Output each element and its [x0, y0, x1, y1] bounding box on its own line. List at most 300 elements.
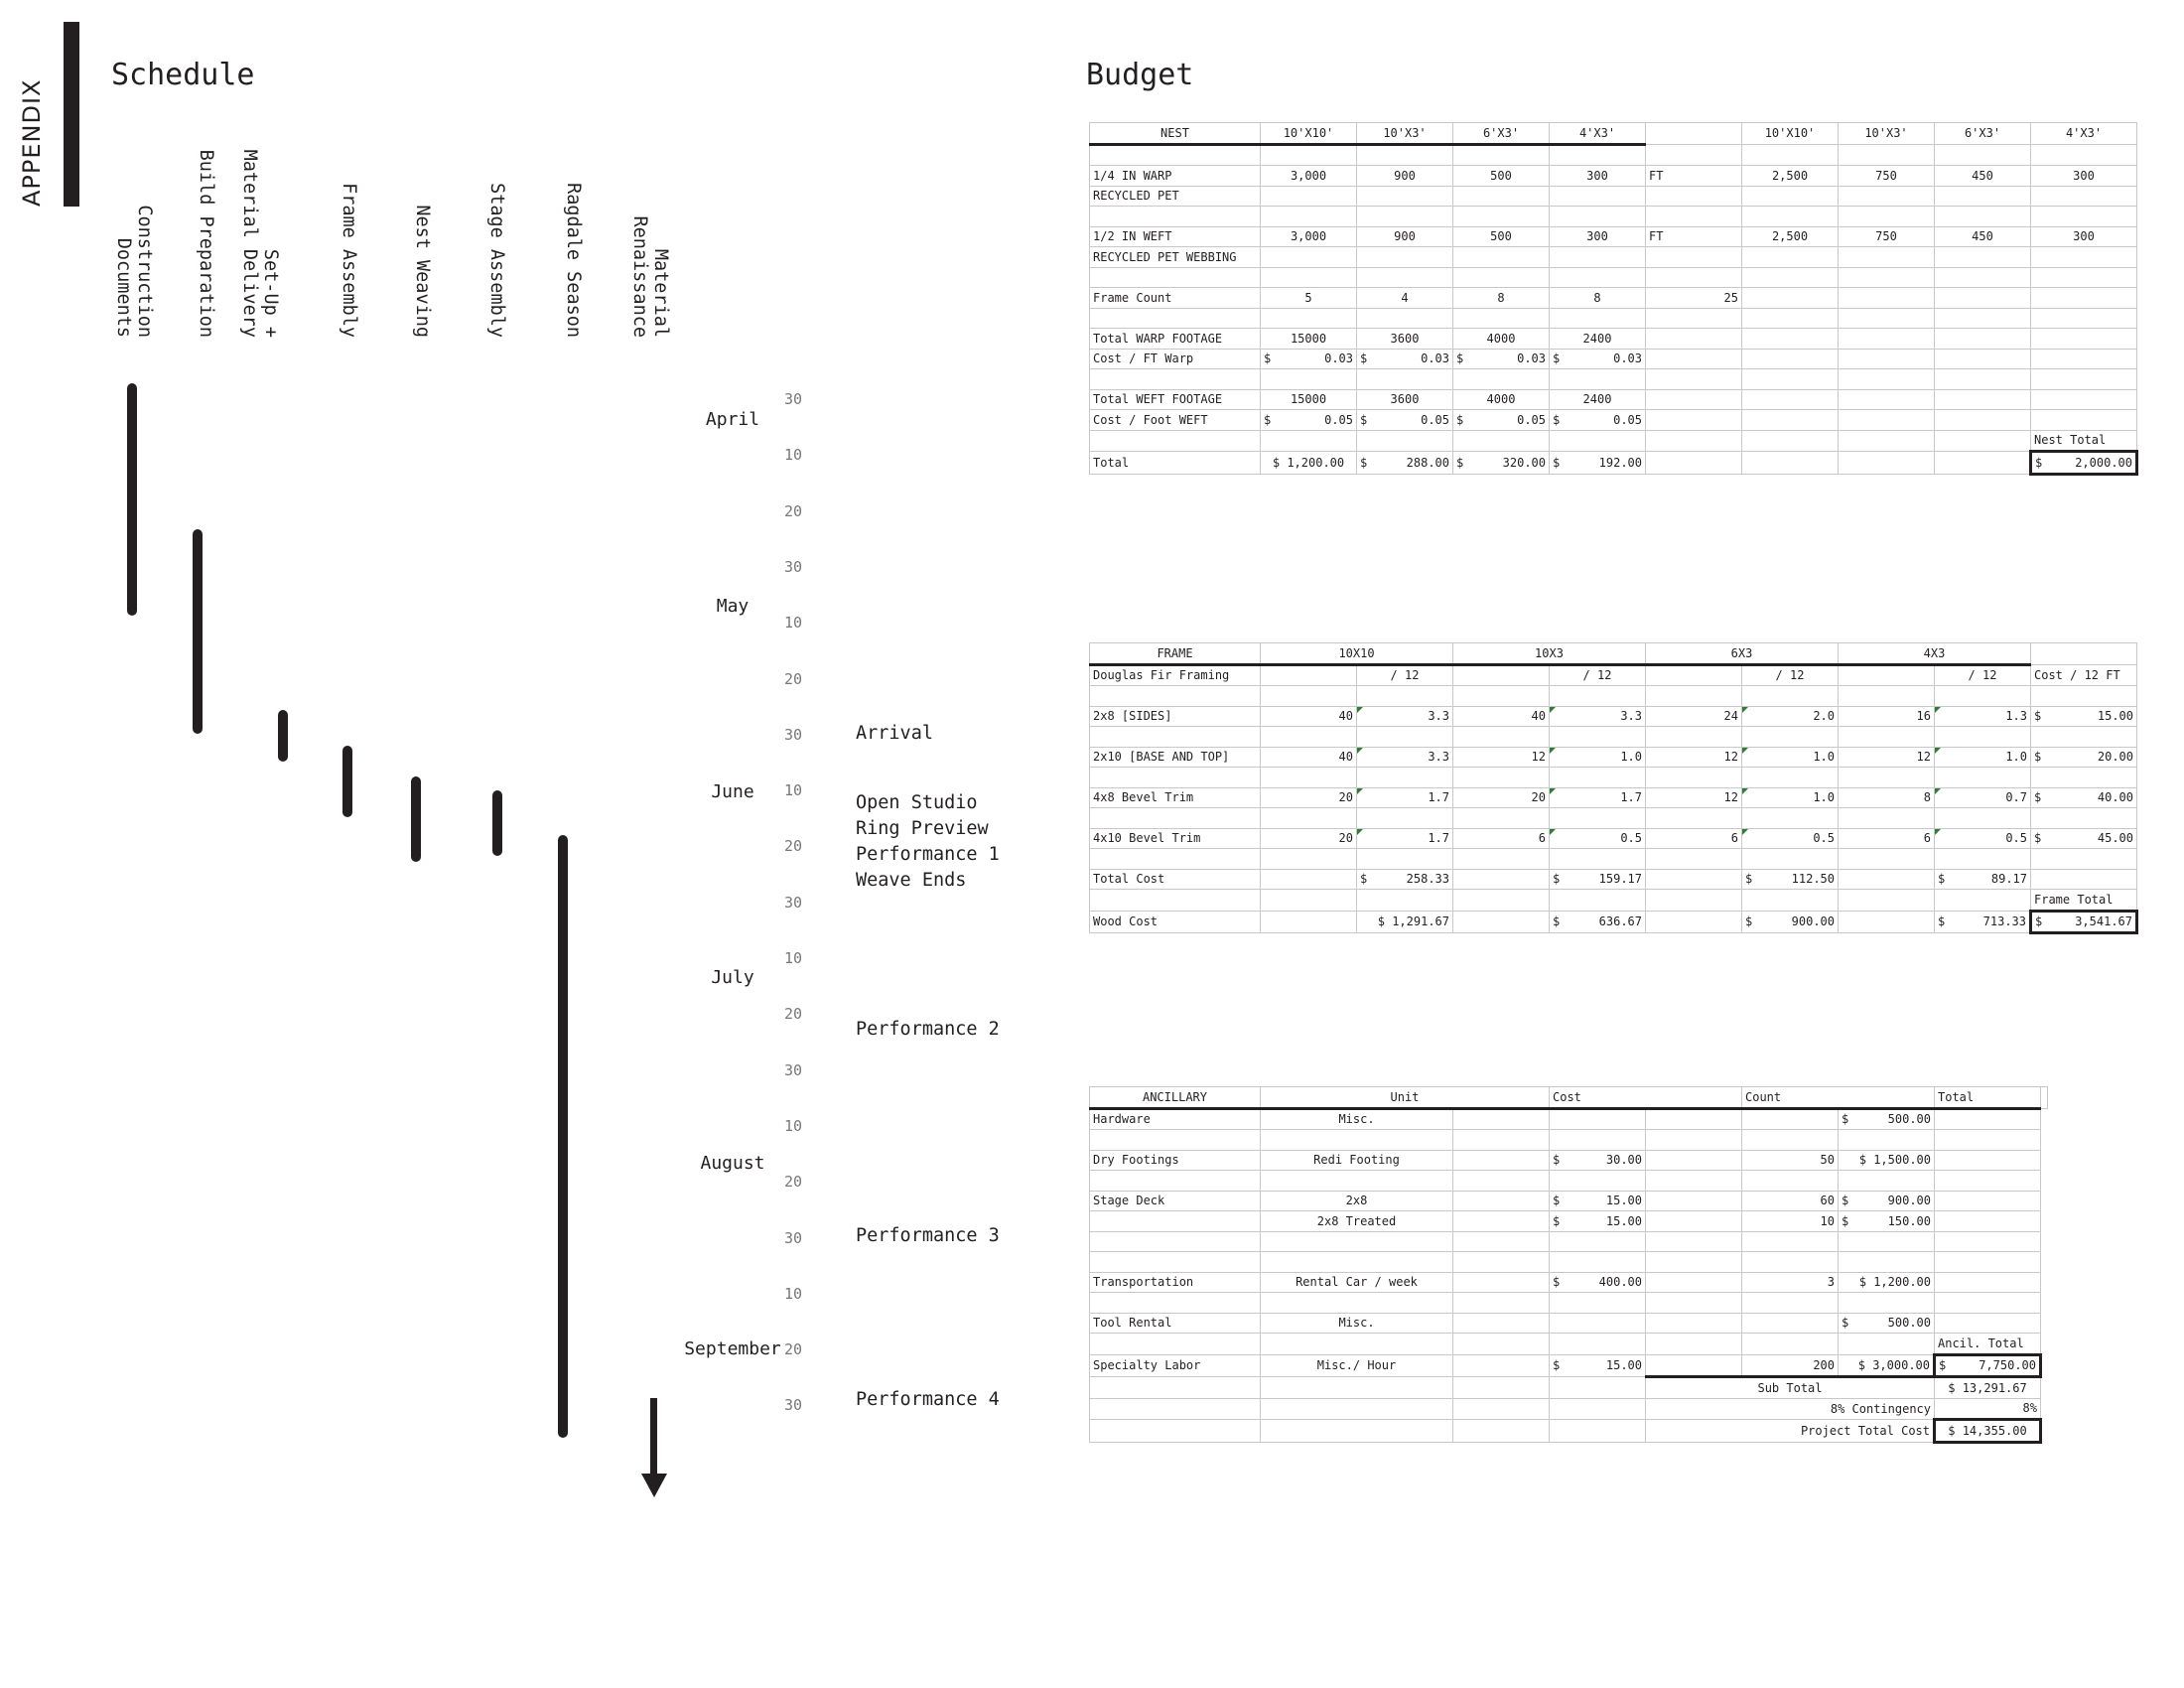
ancillary-cell	[1453, 1398, 1550, 1420]
frame-cell	[1646, 869, 1742, 890]
nest-cell: 750	[1839, 166, 1935, 187]
nest-cell	[1839, 329, 1935, 350]
nest-cell	[1550, 267, 1646, 288]
ancillary-cell: $ 150.00	[1839, 1211, 1935, 1232]
frame-cell: Douglas Fir Framing	[1090, 664, 1261, 686]
nest-cell	[1090, 430, 1261, 452]
month-label: September	[684, 1338, 781, 1359]
frame-cell	[1453, 890, 1550, 912]
frame-cell	[1453, 869, 1550, 890]
ancillary-cell	[1935, 1211, 2041, 1232]
nest-cell	[1646, 207, 1742, 227]
ancillary-cell	[1646, 1108, 1742, 1130]
day-tick: 30	[784, 390, 803, 408]
nest-cell	[1550, 308, 1646, 329]
day-tick: 10	[784, 446, 803, 465]
nest-cell: 8	[1550, 288, 1646, 309]
table-row	[1090, 1231, 2048, 1252]
ancillary-cell: $ 3,000.00	[1839, 1354, 1935, 1377]
ancillary-cell	[1261, 1377, 1453, 1399]
nest-cell	[1550, 247, 1646, 268]
frame-cell: / 12	[1357, 664, 1453, 686]
ancillary-cell: 3	[1742, 1272, 1839, 1293]
frame-cell	[1646, 686, 1742, 707]
nest-header-cell: 10'X10'	[1742, 123, 1839, 145]
frame-cell	[1357, 727, 1453, 748]
frame-cell: Cost / 12 FT	[2031, 664, 2137, 686]
phase-label: Material Renaissance	[629, 215, 671, 338]
day-tick: 20	[784, 1340, 803, 1359]
table-row	[1090, 186, 2137, 207]
frame-cell	[1357, 849, 1453, 870]
ancillary-cell	[1453, 1211, 1550, 1232]
nest-cell	[1261, 186, 1357, 207]
ancillary-cell	[1646, 1252, 1742, 1273]
nest-cell	[1742, 452, 1839, 475]
nest-cell	[1550, 186, 1646, 207]
ancillary-cell: Stage Deck	[1090, 1191, 1261, 1211]
ancillary-cell	[1742, 1231, 1839, 1252]
nest-cell	[1261, 430, 1357, 452]
ancillary-cell	[1090, 1211, 1261, 1232]
nest-cell: 300	[1550, 226, 1646, 247]
nest-cell	[1742, 267, 1839, 288]
frame-cell: Wood Cost	[1090, 911, 1261, 933]
nest-cell: 2,500	[1742, 226, 1839, 247]
table-row	[1090, 166, 2137, 187]
nest-cell	[1742, 308, 1839, 329]
frame-cell	[1453, 664, 1550, 686]
nest-cell	[1453, 207, 1550, 227]
table-row	[1090, 144, 2137, 166]
frame-header-cell: FRAME	[1090, 643, 1261, 665]
ancillary-cell	[1646, 1150, 1742, 1171]
frame-header-cell: 10X10	[1261, 643, 1453, 665]
nest-cell	[1261, 369, 1357, 390]
table-row	[1090, 1191, 2048, 1211]
nest-cell	[1742, 410, 1839, 431]
ancillary-cell	[1453, 1313, 1550, 1334]
nest-cell: 750	[1839, 226, 1935, 247]
summary-label: Sub Total	[1646, 1377, 1935, 1399]
phase-label: Nest Weaving	[412, 205, 433, 338]
ancillary-cell: Misc.	[1261, 1108, 1453, 1130]
frame-cell: 1.3	[1935, 706, 2031, 727]
nest-header-cell: 4'X3'	[1550, 123, 1646, 145]
day-tick: 30	[784, 1396, 803, 1415]
nest-cell: $ 288.00	[1357, 452, 1453, 475]
day-tick: 10	[784, 1116, 803, 1135]
table-row	[1090, 664, 2137, 686]
table-row	[1090, 768, 2137, 788]
nest-cell: $ 0.05	[1357, 410, 1453, 431]
gantt-bar	[411, 776, 421, 862]
nest-cell	[1357, 186, 1453, 207]
table-row	[1090, 1354, 2048, 1377]
frame-cell: 3.3	[1550, 706, 1646, 727]
nest-cell	[1839, 389, 1935, 410]
nest-cell	[1935, 389, 2031, 410]
frame-cell	[1357, 808, 1453, 829]
table-row	[1090, 430, 2137, 452]
ancillary-header-cell	[2041, 1087, 2048, 1109]
frame-cell: 16	[1839, 706, 1935, 727]
frame-cell: $ 159.17	[1550, 869, 1646, 890]
frame-cell	[1742, 686, 1839, 707]
summary-value: $ 13,291.67	[1935, 1377, 2041, 1399]
frame-cell: $ 713.33	[1935, 911, 2031, 933]
nest-cell: 1/4 IN WARP	[1090, 166, 1261, 187]
ancillary-cell	[1453, 1420, 1550, 1443]
nest-cell	[1646, 267, 1742, 288]
day-tick: 20	[784, 669, 803, 688]
frame-cell	[1453, 727, 1550, 748]
frame-cell	[1646, 664, 1742, 686]
nest-cell: 300	[1550, 166, 1646, 187]
nest-cell: $ 0.03	[1453, 349, 1550, 369]
ancillary-cell	[1090, 1171, 1261, 1192]
ancillary-cell	[1935, 1231, 2041, 1252]
ancillary-cell	[1261, 1293, 1453, 1314]
ancillary-cell	[1550, 1171, 1646, 1192]
gantt-bar	[193, 529, 203, 734]
ancillary-cell	[1742, 1252, 1839, 1273]
ancillary-cell	[1839, 1231, 1935, 1252]
nest-cell: 15000	[1261, 329, 1357, 350]
nest-cell	[2031, 247, 2137, 268]
frame-cell	[1839, 686, 1935, 707]
nest-cell	[1261, 308, 1357, 329]
nest-cell: 8	[1453, 288, 1550, 309]
nest-cell	[1453, 144, 1550, 166]
ancillary-cell: $ 1,200.00	[1839, 1272, 1935, 1293]
table-row	[1090, 828, 2137, 849]
ancillary-cell	[1935, 1191, 2041, 1211]
ancillary-cell	[1453, 1377, 1550, 1399]
ancillary-cell	[1742, 1108, 1839, 1130]
frame-cell: $ 3,541.67	[2031, 911, 2137, 933]
ancillary-cell	[1453, 1191, 1550, 1211]
frame-cell: 2.0	[1742, 706, 1839, 727]
nest-cell: 3,000	[1261, 226, 1357, 247]
table-row	[1090, 247, 2137, 268]
ancillary-cell	[1839, 1334, 1935, 1355]
frame-header-cell: 4X3	[1839, 643, 2031, 665]
frame-cell	[1550, 890, 1646, 912]
ancillary-cell	[1550, 1231, 1646, 1252]
ancillary-cell: 50	[1742, 1150, 1839, 1171]
frame-header-cell: 10X3	[1453, 643, 1646, 665]
nest-cell	[1935, 144, 2031, 166]
ancillary-cell	[1742, 1293, 1839, 1314]
nest-cell	[1646, 389, 1742, 410]
nest-cell	[1935, 308, 2031, 329]
frame-cell	[1839, 911, 1935, 933]
ancillary-cell	[1090, 1420, 1261, 1443]
summary-value: 8%	[1935, 1398, 2041, 1420]
frame-cell	[1935, 849, 2031, 870]
nest-cell: RECYCLED PET WEBBING	[1090, 247, 1261, 268]
frame-cell	[1453, 686, 1550, 707]
nest-cell	[1550, 207, 1646, 227]
frame-cell	[1742, 849, 1839, 870]
frame-cell: 1.0	[1550, 747, 1646, 768]
nest-cell	[1839, 410, 1935, 431]
table-row	[1090, 389, 2137, 410]
frame-cell: 3.3	[1357, 706, 1453, 727]
nest-cell	[1839, 247, 1935, 268]
nest-cell	[1646, 410, 1742, 431]
nest-cell	[1357, 207, 1453, 227]
table-row	[1090, 1108, 2048, 1130]
nest-cell	[1646, 369, 1742, 390]
phase-label: Stage Assembly	[486, 183, 507, 338]
frame-cell: 1.0	[1742, 747, 1839, 768]
ancillary-cell: 60	[1742, 1191, 1839, 1211]
ancillary-cell	[1261, 1334, 1453, 1355]
nest-cell	[1935, 329, 2031, 350]
day-tick: 20	[784, 1173, 803, 1192]
frame-cell: 40	[1261, 747, 1357, 768]
nest-cell	[1090, 308, 1261, 329]
frame-cell: 12	[1453, 747, 1550, 768]
table-row	[1090, 747, 2137, 768]
nest-cell: Cost / FT Warp	[1090, 349, 1261, 369]
table-row	[1090, 869, 2137, 890]
frame-cell: $ 45.00	[2031, 828, 2137, 849]
nest-cell	[1935, 430, 2031, 452]
nest-cell	[1646, 349, 1742, 369]
nest-cell: 4000	[1453, 389, 1550, 410]
appendix-bar	[64, 22, 79, 207]
frame-cell	[2031, 727, 2137, 748]
summary-label: Project Total Cost	[1646, 1420, 1935, 1443]
ancillary-cell	[1550, 1334, 1646, 1355]
ancillary-cell: Dry Footings	[1090, 1150, 1261, 1171]
frame-cell	[1839, 727, 1935, 748]
nest-cell	[1742, 389, 1839, 410]
ancillary-cell	[1090, 1130, 1261, 1151]
frame-cell	[1742, 808, 1839, 829]
frame-cell	[1550, 768, 1646, 788]
ancillary-header-cell: Total	[1935, 1087, 2041, 1109]
nest-cell	[1935, 186, 2031, 207]
nest-cell: 5	[1261, 288, 1357, 309]
month-label: April	[705, 409, 760, 430]
frame-cell: 2x8 [SIDES]	[1090, 706, 1261, 727]
ancillary-cell	[1935, 1150, 2041, 1171]
frame-cell	[1090, 890, 1261, 912]
nest-cell	[1742, 288, 1839, 309]
ancillary-cell	[1742, 1313, 1839, 1334]
budget-title: Budget	[1086, 58, 1194, 92]
frame-cell	[1742, 727, 1839, 748]
table-row	[1090, 890, 2137, 912]
ancillary-cell	[1453, 1252, 1550, 1273]
nest-cell: Total WEFT FOOTAGE	[1090, 389, 1261, 410]
down-arrow-icon	[641, 1474, 667, 1497]
nest-cell: $ 0.05	[1550, 410, 1646, 431]
frame-cell: Frame Total	[2031, 890, 2137, 912]
frame-cell	[2031, 869, 2137, 890]
schedule-title: Schedule	[111, 58, 255, 92]
nest-cell	[1646, 430, 1742, 452]
nest-cell	[2031, 308, 2137, 329]
frame-cell	[1090, 768, 1261, 788]
ancillary-budget-table	[1089, 1086, 2048, 1444]
ancillary-cell: $ 15.00	[1550, 1191, 1646, 1211]
ancillary-cell	[1646, 1231, 1742, 1252]
ancillary-cell	[1453, 1130, 1550, 1151]
frame-cell	[1839, 664, 1935, 686]
table-row	[1090, 1252, 2048, 1273]
nest-header-cell: 6'X3'	[1935, 123, 2031, 145]
ancillary-cell: Misc.	[1261, 1313, 1453, 1334]
day-tick: 20	[784, 501, 803, 520]
table-row	[1090, 1293, 2048, 1314]
nest-cell	[1261, 144, 1357, 166]
frame-cell	[1935, 768, 2031, 788]
table-row	[1090, 452, 2137, 475]
nest-cell	[1935, 207, 2031, 227]
schedule-event: Performance 4	[856, 1389, 1000, 1410]
ancillary-cell	[1550, 1398, 1646, 1420]
nest-cell	[1090, 207, 1261, 227]
nest-cell	[1261, 247, 1357, 268]
frame-cell	[1742, 768, 1839, 788]
nest-cell	[1742, 329, 1839, 350]
ancillary-cell: 2x8	[1261, 1191, 1453, 1211]
frame-cell	[1357, 768, 1453, 788]
ancillary-cell: $ 1,500.00	[1839, 1150, 1935, 1171]
ancillary-cell: Ancil. Total	[1935, 1334, 2041, 1355]
table-row	[1090, 267, 2137, 288]
day-tick: 30	[784, 725, 803, 744]
nest-cell	[1839, 207, 1935, 227]
nest-cell	[1646, 452, 1742, 475]
phase-label: Set-Up + Material Delivery	[239, 149, 281, 338]
summary-row	[1090, 1377, 2048, 1399]
frame-cell: 1.7	[1357, 787, 1453, 808]
ancillary-cell: Redi Footing	[1261, 1150, 1453, 1171]
ancillary-cell: $ 7,750.00	[1935, 1354, 2041, 1377]
nest-cell	[1839, 369, 1935, 390]
ancillary-cell	[1935, 1130, 2041, 1151]
day-tick: 30	[784, 1228, 803, 1247]
day-tick: 10	[784, 949, 803, 967]
nest-cell: 450	[1935, 166, 2031, 187]
nest-cell: 2,500	[1742, 166, 1839, 187]
nest-cell	[2031, 186, 2137, 207]
table-row	[1090, 1313, 2048, 1334]
ancillary-cell: 200	[1742, 1354, 1839, 1377]
schedule-event: Open Studio Ring Preview Performance 1 Weave Ends	[856, 792, 1000, 891]
table-row	[1090, 349, 2137, 369]
nest-cell	[2031, 349, 2137, 369]
table-row	[1090, 1150, 2048, 1171]
gantt-bar	[278, 710, 288, 762]
frame-cell: 0.5	[1935, 828, 2031, 849]
table-row	[1090, 849, 2137, 870]
ancillary-cell	[1453, 1150, 1550, 1171]
nest-cell: Nest Total	[2031, 430, 2137, 452]
nest-cell: 500	[1453, 226, 1550, 247]
frame-cell: $ 20.00	[2031, 747, 2137, 768]
ancillary-cell: Specialty Labor	[1090, 1354, 1261, 1377]
nest-cell: $ 1,200.00	[1261, 452, 1357, 475]
summary-row	[1090, 1420, 2048, 1443]
nest-cell	[1839, 430, 1935, 452]
ancillary-cell	[1453, 1354, 1550, 1377]
phase-label: Ragdale Season	[563, 183, 584, 338]
frame-cell	[1935, 808, 2031, 829]
frame-cell	[1453, 849, 1550, 870]
frame-cell	[1646, 768, 1742, 788]
frame-cell	[2031, 849, 2137, 870]
month-label: August	[700, 1153, 765, 1174]
ancillary-cell: $ 30.00	[1550, 1150, 1646, 1171]
frame-cell	[1839, 890, 1935, 912]
nest-cell: 300	[2031, 226, 2137, 247]
ancillary-cell	[1839, 1130, 1935, 1151]
nest-cell: Frame Count	[1090, 288, 1261, 309]
schedule-event: Arrival	[856, 723, 933, 744]
nest-cell	[1646, 308, 1742, 329]
ancillary-cell	[1550, 1252, 1646, 1273]
ancillary-cell	[1550, 1293, 1646, 1314]
frame-cell	[1453, 768, 1550, 788]
nest-cell	[1742, 247, 1839, 268]
frame-cell	[1090, 808, 1261, 829]
ancillary-cell	[1550, 1313, 1646, 1334]
nest-header-cell	[1646, 123, 1742, 145]
ancillary-header-cell: Count	[1742, 1087, 1935, 1109]
ancillary-cell	[1550, 1420, 1646, 1443]
ancillary-cell	[1935, 1108, 2041, 1130]
ancillary-cell	[1550, 1130, 1646, 1151]
timeline-arrow-shaft	[650, 1398, 657, 1477]
ancillary-cell: $ 400.00	[1550, 1272, 1646, 1293]
frame-cell: 1.0	[1935, 747, 2031, 768]
table-row	[1090, 1171, 2048, 1192]
frame-cell: 3.3	[1357, 747, 1453, 768]
nest-cell	[1090, 144, 1261, 166]
schedule-event: Performance 2	[856, 1019, 1000, 1040]
nest-cell: $ 0.03	[1261, 349, 1357, 369]
ancillary-cell	[1935, 1171, 2041, 1192]
ancillary-cell: $ 900.00	[1839, 1191, 1935, 1211]
table-row	[1090, 727, 2137, 748]
nest-budget-table	[1089, 122, 2138, 476]
nest-cell	[1935, 267, 2031, 288]
ancillary-cell	[1261, 1171, 1453, 1192]
nest-cell	[1357, 247, 1453, 268]
frame-cell: 12	[1646, 787, 1742, 808]
nest-cell: 2400	[1550, 389, 1646, 410]
ancillary-cell	[1453, 1272, 1550, 1293]
frame-cell: 0.5	[1742, 828, 1839, 849]
month-label: May	[716, 596, 750, 617]
nest-cell	[2031, 389, 2137, 410]
nest-cell	[2031, 144, 2137, 166]
frame-cell: 40	[1453, 706, 1550, 727]
frame-cell: 6	[1839, 828, 1935, 849]
nest-header-cell: 10'X3'	[1357, 123, 1453, 145]
gantt-bar	[492, 790, 502, 856]
nest-cell: RECYCLED PET	[1090, 186, 1261, 207]
nest-cell	[1357, 308, 1453, 329]
table-row	[1090, 686, 2137, 707]
